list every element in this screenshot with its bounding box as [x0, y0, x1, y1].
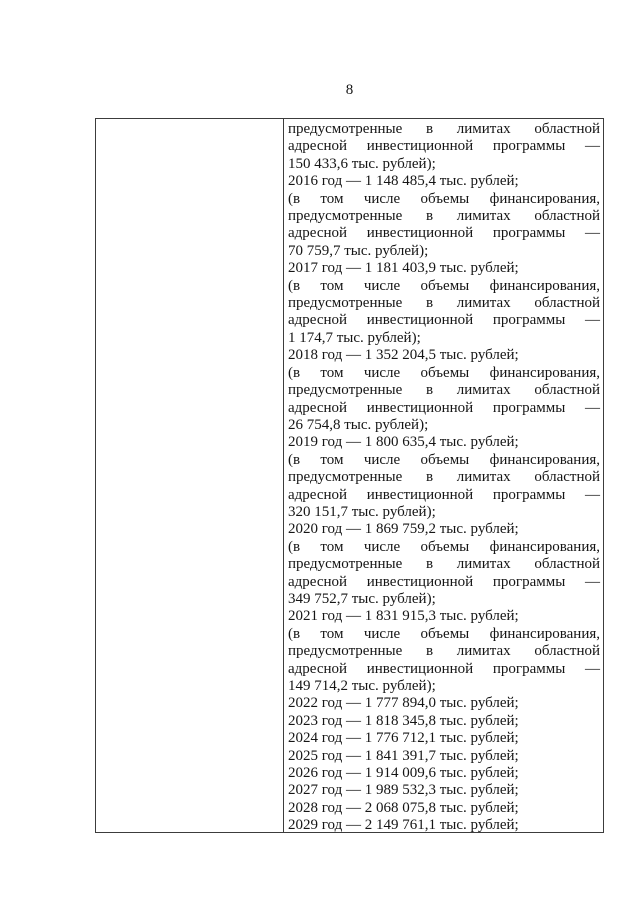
paragraph [288, 608, 600, 625]
paragraph [288, 730, 600, 747]
text-line: предусмотренные в лимитах областной [288, 121, 600, 137]
text-line: (в том числе объемы финансирования, [288, 277, 600, 294]
text-line: адресной инвестиционной программы — [288, 399, 600, 416]
paragraph [288, 121, 600, 173]
text-line: предусмотренные в лимитах областной [288, 643, 600, 660]
text-line: 2017 год — 1 181 403,9 тыс. рублей; [288, 260, 519, 277]
text-line: 1 174,7 тыс. рублей); [288, 329, 421, 346]
text-line: 149 714,2 тыс. рублей); [288, 678, 436, 694]
text-line: адресной инвестиционной программы — [288, 312, 600, 329]
paragraph [288, 626, 600, 696]
text-line: (в том числе объемы финансирования, [288, 364, 600, 381]
paragraph [288, 452, 600, 522]
text-line: адресной инвестиционной программы — [288, 660, 600, 677]
text-line: предусмотренные в лимитах областной [288, 295, 600, 312]
text-line: 2029 год — 2 149 761,1 тыс. рублей; [288, 817, 519, 832]
text-line: 2021 год — 1 831 915,3 тыс. рублей; [288, 608, 519, 625]
text-line: 26 754,8 тыс. рублей); [288, 416, 429, 433]
text-line: 70 759,7 тыс. рублей); [288, 242, 429, 259]
text-line: предусмотренные в лимитах областной [288, 382, 600, 399]
text-line: 349 752,7 тыс. рублей); [288, 590, 436, 607]
paragraph [288, 782, 600, 799]
text-line: адресной инвестиционной программы — [288, 573, 600, 590]
document-table [95, 118, 604, 833]
table-cell-left [96, 119, 284, 832]
text-line: (в том числе объемы финансирования, [288, 625, 600, 642]
paragraph [288, 817, 600, 832]
paragraph [288, 765, 600, 782]
text-line: 2020 год — 1 869 759,2 тыс. рублей; [288, 521, 519, 538]
paragraph [288, 434, 600, 451]
text-line: адресной инвестиционной программы — [288, 486, 600, 503]
text-line: адресной инвестиционной программы — [288, 225, 600, 242]
paragraph [288, 347, 600, 364]
text-line: 320 151,7 тыс. рублей); [288, 503, 436, 520]
text-line: 2024 год — 1 776 712,1 тыс. рублей; [288, 730, 519, 747]
table-cell-right [284, 119, 603, 832]
paragraph [288, 521, 600, 538]
text-line: 2022 год — 1 777 894,0 тыс. рублей; [288, 695, 519, 712]
text-line: (в том числе объемы финансирования, [288, 451, 600, 468]
paragraph [288, 278, 600, 348]
text-line: 2027 год — 1 989 532,3 тыс. рублей; [288, 782, 519, 799]
paragraph [288, 260, 600, 277]
paragraph [288, 713, 600, 730]
page-number: 8 [345, 82, 354, 98]
text-line: 2019 год — 1 800 635,4 тыс. рублей; [288, 434, 519, 451]
text-line: адресной инвестиционной программы — [288, 138, 600, 155]
paragraph [288, 695, 600, 712]
text-line: 2028 год — 2 068 075,8 тыс. рублей; [288, 799, 519, 816]
text-line: предусмотренные в лимитах областной [288, 208, 600, 225]
text-line: (в том числе объемы финансирования, [288, 538, 600, 555]
text-line: предусмотренные в лимитах областной [288, 556, 600, 573]
text-line: 2025 год — 1 841 391,7 тыс. рублей; [288, 747, 519, 764]
paragraph [288, 748, 600, 765]
text-line: 150 433,6 тыс. рублей); [288, 155, 436, 172]
paragraph [288, 191, 600, 261]
text-line: 2023 год — 1 818 345,8 тыс. рублей; [288, 712, 519, 729]
text-line: 2026 год — 1 914 009,6 тыс. рублей; [288, 765, 519, 782]
text-line: предусмотренные в лимитах областной [288, 469, 600, 486]
text-line: 2016 год — 1 148 485,4 тыс. рублей; [288, 173, 519, 190]
text-line: (в том числе объемы финансирования, [288, 190, 600, 207]
paragraph [288, 365, 600, 435]
text-line: 2018 год — 1 352 204,5 тыс. рублей; [288, 347, 519, 364]
paragraph [288, 173, 600, 190]
paragraph [288, 800, 600, 817]
paragraph [288, 539, 600, 609]
